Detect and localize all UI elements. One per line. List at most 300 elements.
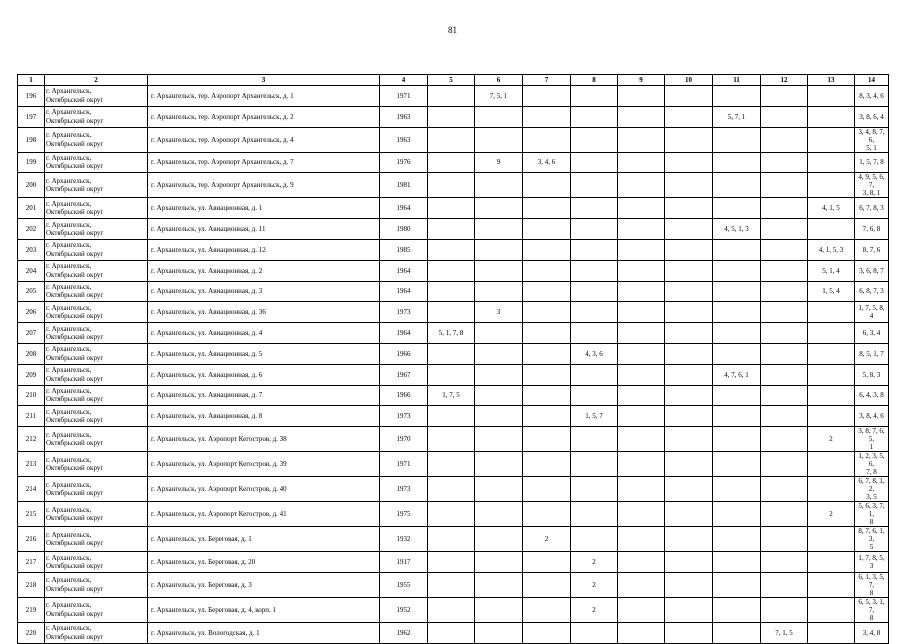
value-cell-col-5 — [428, 343, 475, 364]
value-cell-col-12 — [761, 427, 808, 452]
district-cell — [45, 86, 148, 107]
year-cell: 1981 — [380, 173, 428, 198]
value-cell-col-7: 2 — [523, 527, 571, 552]
col-14-line-2: 5, 1 — [866, 143, 877, 152]
table-row — [18, 406, 889, 427]
value-cell-col-6 — [475, 106, 523, 127]
value-cell-col-9 — [618, 260, 665, 281]
value-cell-col-13 — [808, 385, 855, 406]
value-cell-col-10 — [665, 364, 713, 385]
row-number: 215 — [18, 502, 45, 527]
year-cell: 1917 — [380, 552, 428, 573]
year-cell: 1963 — [380, 106, 428, 127]
district-okrug: Октябрьский округ — [46, 116, 104, 125]
value-cell-col-6 — [475, 406, 523, 427]
district-city: г. Архангельск, — [46, 131, 92, 140]
value-cell-col-11 — [713, 127, 761, 152]
value-cell-col-5 — [428, 622, 475, 643]
value-cell-col-12 — [761, 406, 808, 427]
value-cell-col-5 — [428, 502, 475, 527]
value-cell-col-6 — [475, 597, 523, 622]
table-row — [18, 173, 889, 198]
district-city: г. Архангельск, — [46, 480, 92, 489]
district-cell — [45, 152, 148, 173]
value-cell-col-6 — [475, 219, 523, 240]
table-row — [18, 219, 889, 240]
row-number: 201 — [18, 198, 45, 219]
value-cell-col-11 — [713, 502, 761, 527]
value-cell-col-9 — [618, 198, 665, 219]
value-cell-col-9 — [618, 427, 665, 452]
district-okrug: Октябрьский округ — [46, 609, 104, 618]
column-header-14: 14 — [855, 75, 889, 86]
district-cell — [45, 385, 148, 406]
col-14-line-1: 5, 8, 3 — [862, 370, 881, 379]
value-cell-col-8 — [571, 198, 618, 219]
value-cell-col-5 — [428, 127, 475, 152]
column-header-3: 3 — [148, 75, 380, 86]
value-cell-col-6 — [475, 385, 523, 406]
row-number: 208 — [18, 343, 45, 364]
table-row — [18, 364, 889, 385]
column-header-5: 5 — [428, 75, 475, 86]
address-cell: г. Архангельск, ул. Авиационная, д. 5 — [148, 343, 380, 364]
row-number: 213 — [18, 452, 45, 477]
value-cell-col-13: 1, 5, 4 — [808, 281, 855, 302]
col-14-line-1: 6, 7, 8, 3 — [859, 204, 884, 213]
value-cell-col-7 — [523, 239, 571, 260]
value-cell-col-10 — [665, 260, 713, 281]
value-cell-col-14 — [855, 323, 889, 344]
value-cell-col-7 — [523, 385, 571, 406]
district-cell — [45, 427, 148, 452]
col-14-line-1: 3, 4, 8, 7, 6, — [858, 127, 885, 144]
district-cell — [45, 106, 148, 127]
row-number: 207 — [18, 323, 45, 344]
value-cell-col-8 — [571, 622, 618, 643]
district-cell — [45, 622, 148, 643]
value-cell-col-5 — [428, 452, 475, 477]
col-14-line-1: 1, 7, 5, 8, 4 — [858, 304, 885, 321]
address-cell: г. Архангельск, ул. Аэропорт Кегостров, д. 38 — [148, 427, 380, 452]
value-cell-col-9 — [618, 477, 665, 502]
value-cell-col-7: 3, 4, 6 — [523, 152, 571, 173]
year-cell: 1964 — [380, 281, 428, 302]
value-cell-col-9 — [618, 343, 665, 364]
row-number: 200 — [18, 173, 45, 198]
value-cell-col-14 — [855, 260, 889, 281]
col-14-line-1: 1, 5, 7, 8 — [859, 158, 884, 167]
table-row — [18, 385, 889, 406]
col-14-line-1: 8, 7, 6 — [862, 245, 881, 254]
value-cell-col-10 — [665, 527, 713, 552]
value-cell-col-5 — [428, 239, 475, 260]
district-okrug: Октябрьский округ — [46, 439, 104, 448]
year-cell: 1964 — [380, 198, 428, 219]
year-cell: 1985 — [380, 239, 428, 260]
value-cell-col-12 — [761, 527, 808, 552]
value-cell-col-6 — [475, 343, 523, 364]
year-cell: 1973 — [380, 406, 428, 427]
value-cell-col-12 — [761, 127, 808, 152]
col-14-line-2: 8 — [869, 518, 874, 527]
row-number: 198 — [18, 127, 45, 152]
value-cell-col-14 — [855, 106, 889, 127]
value-cell-col-9 — [618, 127, 665, 152]
col-14-line-1: 5, 6, 3, 7, 1, — [858, 502, 885, 519]
value-cell-col-11 — [713, 343, 761, 364]
value-cell-col-10 — [665, 572, 713, 597]
value-cell-col-9 — [618, 527, 665, 552]
value-cell-col-6: 3 — [475, 302, 523, 323]
district-okrug: Октябрьский округ — [46, 353, 104, 362]
year-cell: 1970 — [380, 427, 428, 452]
value-cell-col-13 — [808, 597, 855, 622]
value-cell-col-8: 2 — [571, 572, 618, 597]
col-14-line-1: 3, 4, 8 — [862, 628, 881, 637]
district-cell — [45, 502, 148, 527]
header-row — [18, 75, 889, 86]
value-cell-col-11 — [713, 281, 761, 302]
address-cell: г. Архангельск, ул. Береговая, д. 1 — [148, 527, 380, 552]
year-cell: 1980 — [380, 219, 428, 240]
district-okrug: Октябрьский округ — [46, 514, 104, 523]
value-cell-col-13 — [808, 572, 855, 597]
district-okrug: Октябрьский округ — [46, 162, 104, 171]
value-cell-col-11 — [713, 597, 761, 622]
row-number: 220 — [18, 622, 45, 643]
district-cell — [45, 477, 148, 502]
value-cell-col-8 — [571, 477, 618, 502]
value-cell-col-12 — [761, 173, 808, 198]
value-cell-col-9 — [618, 406, 665, 427]
value-cell-col-6 — [475, 281, 523, 302]
value-cell-col-5: 1, 7, 5 — [428, 385, 475, 406]
table-row — [18, 343, 889, 364]
value-cell-col-14 — [855, 452, 889, 477]
column-header-6: 6 — [475, 75, 523, 86]
value-cell-col-9 — [618, 281, 665, 302]
value-cell-col-14 — [855, 552, 889, 573]
address-cell: г. Архангельск, ул. Авиационная, д. 7 — [148, 385, 380, 406]
value-cell-col-8 — [571, 302, 618, 323]
district-cell — [45, 302, 148, 323]
address-cell: г. Архангельск, тер. Аэропорт Архангельск, д. 9 — [148, 173, 380, 198]
value-cell-col-5 — [428, 198, 475, 219]
value-cell-col-10 — [665, 502, 713, 527]
value-cell-col-10 — [665, 106, 713, 127]
value-cell-col-14 — [855, 198, 889, 219]
district-cell — [45, 323, 148, 344]
value-cell-col-11 — [713, 86, 761, 107]
value-cell-col-13 — [808, 364, 855, 385]
table-row — [18, 106, 889, 127]
address-cell: г. Архангельск, тер. Аэропорт Архангельск, д. 4 — [148, 127, 380, 152]
table-row — [18, 302, 889, 323]
value-cell-col-14 — [855, 127, 889, 152]
col-14-line-2: 5 — [869, 543, 874, 552]
address-cell: г. Архангельск, ул. Вологодская, д. 1 — [148, 622, 380, 643]
district-city: г. Архангельск, — [46, 624, 92, 633]
row-number: 218 — [18, 572, 45, 597]
table-row — [18, 502, 889, 527]
value-cell-col-12 — [761, 343, 808, 364]
value-cell-col-11 — [713, 552, 761, 573]
value-cell-col-7 — [523, 477, 571, 502]
address-cell: г. Архангельск, ул. Аэропорт Кегостров, д. 40 — [148, 477, 380, 502]
value-cell-col-13 — [808, 219, 855, 240]
value-cell-col-10 — [665, 622, 713, 643]
district-city: г. Архангельск, — [46, 176, 92, 185]
value-cell-col-7 — [523, 406, 571, 427]
district-city: г. Архангельск, — [46, 153, 92, 162]
value-cell-col-10 — [665, 127, 713, 152]
value-cell-col-10 — [665, 427, 713, 452]
value-cell-col-7 — [523, 343, 571, 364]
value-cell-col-8 — [571, 106, 618, 127]
district-okrug: Октябрьский округ — [46, 584, 104, 593]
district-city: г. Архангельск, — [46, 576, 92, 585]
table-header — [18, 75, 889, 86]
value-cell-col-9 — [618, 385, 665, 406]
value-cell-col-13: 5, 1, 4 — [808, 260, 855, 281]
value-cell-col-11: 5, 7, 1 — [713, 106, 761, 127]
value-cell-col-13: 4, 1, 5, 3 — [808, 239, 855, 260]
col-14-line-1: 3, 8, 7, 6, 5, — [858, 427, 885, 444]
value-cell-col-9 — [618, 622, 665, 643]
value-cell-col-5 — [428, 260, 475, 281]
value-cell-col-13 — [808, 323, 855, 344]
column-header-10: 10 — [665, 75, 713, 86]
district-cell — [45, 198, 148, 219]
col-14-line-1: 3, 8, 6, 4 — [859, 112, 884, 121]
value-cell-col-5 — [428, 106, 475, 127]
value-cell-col-5 — [428, 173, 475, 198]
value-cell-col-14 — [855, 527, 889, 552]
value-cell-col-11 — [713, 239, 761, 260]
value-cell-col-12 — [761, 219, 808, 240]
year-cell: 1973 — [380, 477, 428, 502]
district-cell — [45, 127, 148, 152]
year-cell: 1966 — [380, 385, 428, 406]
district-okrug: Октябрьский округ — [46, 333, 104, 342]
value-cell-col-12 — [761, 152, 808, 173]
value-cell-col-10 — [665, 152, 713, 173]
address-cell: г. Архангельск, ул. Береговая, д. 4, корп. 1 — [148, 597, 380, 622]
value-cell-col-9 — [618, 502, 665, 527]
table-row — [18, 427, 889, 452]
value-cell-col-6 — [475, 502, 523, 527]
value-cell-col-12 — [761, 281, 808, 302]
value-cell-col-9 — [618, 302, 665, 323]
value-cell-col-5 — [428, 364, 475, 385]
value-cell-col-6 — [475, 127, 523, 152]
value-cell-col-8: 2 — [571, 597, 618, 622]
district-city: г. Архангельск, — [46, 455, 92, 464]
value-cell-col-11 — [713, 323, 761, 344]
value-cell-col-5 — [428, 552, 475, 573]
district-okrug: Октябрьский округ — [46, 464, 104, 473]
address-cell: г. Архангельск, ул. Авиационная, д. 1 — [148, 198, 380, 219]
year-cell: 1962 — [380, 622, 428, 643]
value-cell-col-7 — [523, 572, 571, 597]
row-number: 217 — [18, 552, 45, 573]
col-14-line-1: 6, 5, 3, 1, 7, — [858, 597, 885, 614]
district-city: г. Архангельск, — [46, 601, 92, 610]
value-cell-col-5: 5, 1, 7, 8 — [428, 323, 475, 344]
table-body — [18, 86, 889, 644]
value-cell-col-11: 4, 5, 1, 3 — [713, 219, 761, 240]
value-cell-col-10 — [665, 343, 713, 364]
district-okrug: Октябрьский округ — [46, 249, 104, 258]
value-cell-col-9 — [618, 219, 665, 240]
row-number: 206 — [18, 302, 45, 323]
address-cell: г. Архангельск, тер. Аэропорт Архангельск, д. 1 — [148, 86, 380, 107]
district-cell — [45, 281, 148, 302]
table-row — [18, 86, 889, 107]
col-14-line-2: 1 — [869, 443, 874, 452]
value-cell-col-8 — [571, 127, 618, 152]
district-cell — [45, 173, 148, 198]
value-cell-col-9 — [618, 597, 665, 622]
row-number: 219 — [18, 597, 45, 622]
table-row — [18, 552, 889, 573]
district-okrug: Октябрьский округ — [46, 139, 104, 148]
row-number: 212 — [18, 427, 45, 452]
value-cell-col-11 — [713, 622, 761, 643]
value-cell-col-10 — [665, 198, 713, 219]
value-cell-col-8 — [571, 385, 618, 406]
row-number: 204 — [18, 260, 45, 281]
district-cell — [45, 552, 148, 573]
row-number: 197 — [18, 106, 45, 127]
value-cell-col-10 — [665, 302, 713, 323]
district-okrug: Октябрьский округ — [46, 185, 104, 194]
district-cell — [45, 597, 148, 622]
value-cell-col-13: 2 — [808, 502, 855, 527]
value-cell-col-11 — [713, 477, 761, 502]
value-cell-col-8 — [571, 452, 618, 477]
value-cell-col-7 — [523, 323, 571, 344]
col-14-line-1: 6, 7, 8, 1, 2, — [858, 477, 885, 494]
col-14-line-1: 3, 8, 4, 6 — [859, 412, 884, 421]
value-cell-col-5 — [428, 527, 475, 552]
value-cell-col-10 — [665, 452, 713, 477]
address-cell: г. Архангельск, ул. Авиационная, д. 3 — [148, 281, 380, 302]
value-cell-col-10 — [665, 219, 713, 240]
col-14-line-1: 7, 6, 8 — [862, 225, 881, 234]
col-14-line-1: 1, 7, 8, 5, 3 — [858, 554, 885, 571]
district-okrug: Октябрьский округ — [46, 562, 104, 571]
table-row — [18, 281, 889, 302]
value-cell-col-7 — [523, 427, 571, 452]
value-cell-col-14 — [855, 427, 889, 452]
district-okrug: Октябрьский округ — [46, 539, 104, 548]
row-number: 209 — [18, 364, 45, 385]
district-okrug: Октябрьский округ — [46, 270, 104, 279]
district-city: г. Архангельск, — [46, 505, 92, 514]
value-cell-col-13 — [808, 302, 855, 323]
value-cell-col-6 — [475, 173, 523, 198]
value-cell-col-12 — [761, 385, 808, 406]
year-cell: 1976 — [380, 152, 428, 173]
year-cell: 1971 — [380, 452, 428, 477]
value-cell-col-8 — [571, 173, 618, 198]
row-number: 203 — [18, 239, 45, 260]
table-row — [18, 452, 889, 477]
value-cell-col-14 — [855, 597, 889, 622]
value-cell-col-6 — [475, 452, 523, 477]
table-row — [18, 260, 889, 281]
value-cell-col-8 — [571, 152, 618, 173]
district-okrug: Октябрьский округ — [46, 291, 104, 300]
value-cell-col-12 — [761, 86, 808, 107]
district-city: г. Архангельск, — [46, 303, 92, 312]
value-cell-col-13 — [808, 127, 855, 152]
value-cell-col-8 — [571, 239, 618, 260]
address-cell: г. Архангельск, ул. Авиационная, д. 6 — [148, 364, 380, 385]
col-14-line-1: 8, 5, 1, 7 — [859, 349, 884, 358]
district-city: г. Архангельск, — [46, 407, 92, 416]
value-cell-col-14 — [855, 86, 889, 107]
value-cell-col-5 — [428, 572, 475, 597]
value-cell-col-13 — [808, 477, 855, 502]
district-city: г. Архангельск, — [46, 553, 92, 562]
value-cell-col-14 — [855, 343, 889, 364]
value-cell-col-9 — [618, 152, 665, 173]
district-city: г. Архангельск, — [46, 199, 92, 208]
value-cell-col-7 — [523, 622, 571, 643]
value-cell-col-12 — [761, 552, 808, 573]
district-city: г. Архангельск, — [46, 366, 92, 375]
col-14-line-2: 3, 8, 1 — [862, 189, 881, 198]
value-cell-col-8 — [571, 364, 618, 385]
district-cell — [45, 452, 148, 477]
district-city: г. Архангельск, — [46, 262, 92, 271]
value-cell-col-6 — [475, 323, 523, 344]
value-cell-col-13 — [808, 343, 855, 364]
value-cell-col-11 — [713, 152, 761, 173]
column-header-7: 7 — [523, 75, 571, 86]
value-cell-col-7 — [523, 452, 571, 477]
value-cell-col-5 — [428, 597, 475, 622]
year-cell: 1975 — [380, 502, 428, 527]
district-city: г. Архангельск, — [46, 220, 92, 229]
value-cell-col-10 — [665, 173, 713, 198]
value-cell-col-14 — [855, 239, 889, 260]
table-row — [18, 572, 889, 597]
year-cell: 1964 — [380, 260, 428, 281]
value-cell-col-9 — [618, 552, 665, 573]
value-cell-col-14 — [855, 281, 889, 302]
value-cell-col-8 — [571, 260, 618, 281]
col-14-line-1: 1, 2, 3, 5, 6, — [858, 452, 885, 469]
column-header-4: 4 — [380, 75, 428, 86]
district-city: г. Архангельск, — [46, 282, 92, 291]
year-cell: 1932 — [380, 527, 428, 552]
value-cell-col-11: 4, 7, 6, 1 — [713, 364, 761, 385]
value-cell-col-14 — [855, 385, 889, 406]
value-cell-col-14 — [855, 502, 889, 527]
value-cell-col-6 — [475, 477, 523, 502]
value-cell-col-12 — [761, 502, 808, 527]
value-cell-col-5 — [428, 281, 475, 302]
value-cell-col-7 — [523, 502, 571, 527]
value-cell-col-8 — [571, 219, 618, 240]
value-cell-col-13 — [808, 86, 855, 107]
value-cell-col-7 — [523, 198, 571, 219]
address-cell: г. Архангельск, ул. Авиационная, д. 4 — [148, 323, 380, 344]
